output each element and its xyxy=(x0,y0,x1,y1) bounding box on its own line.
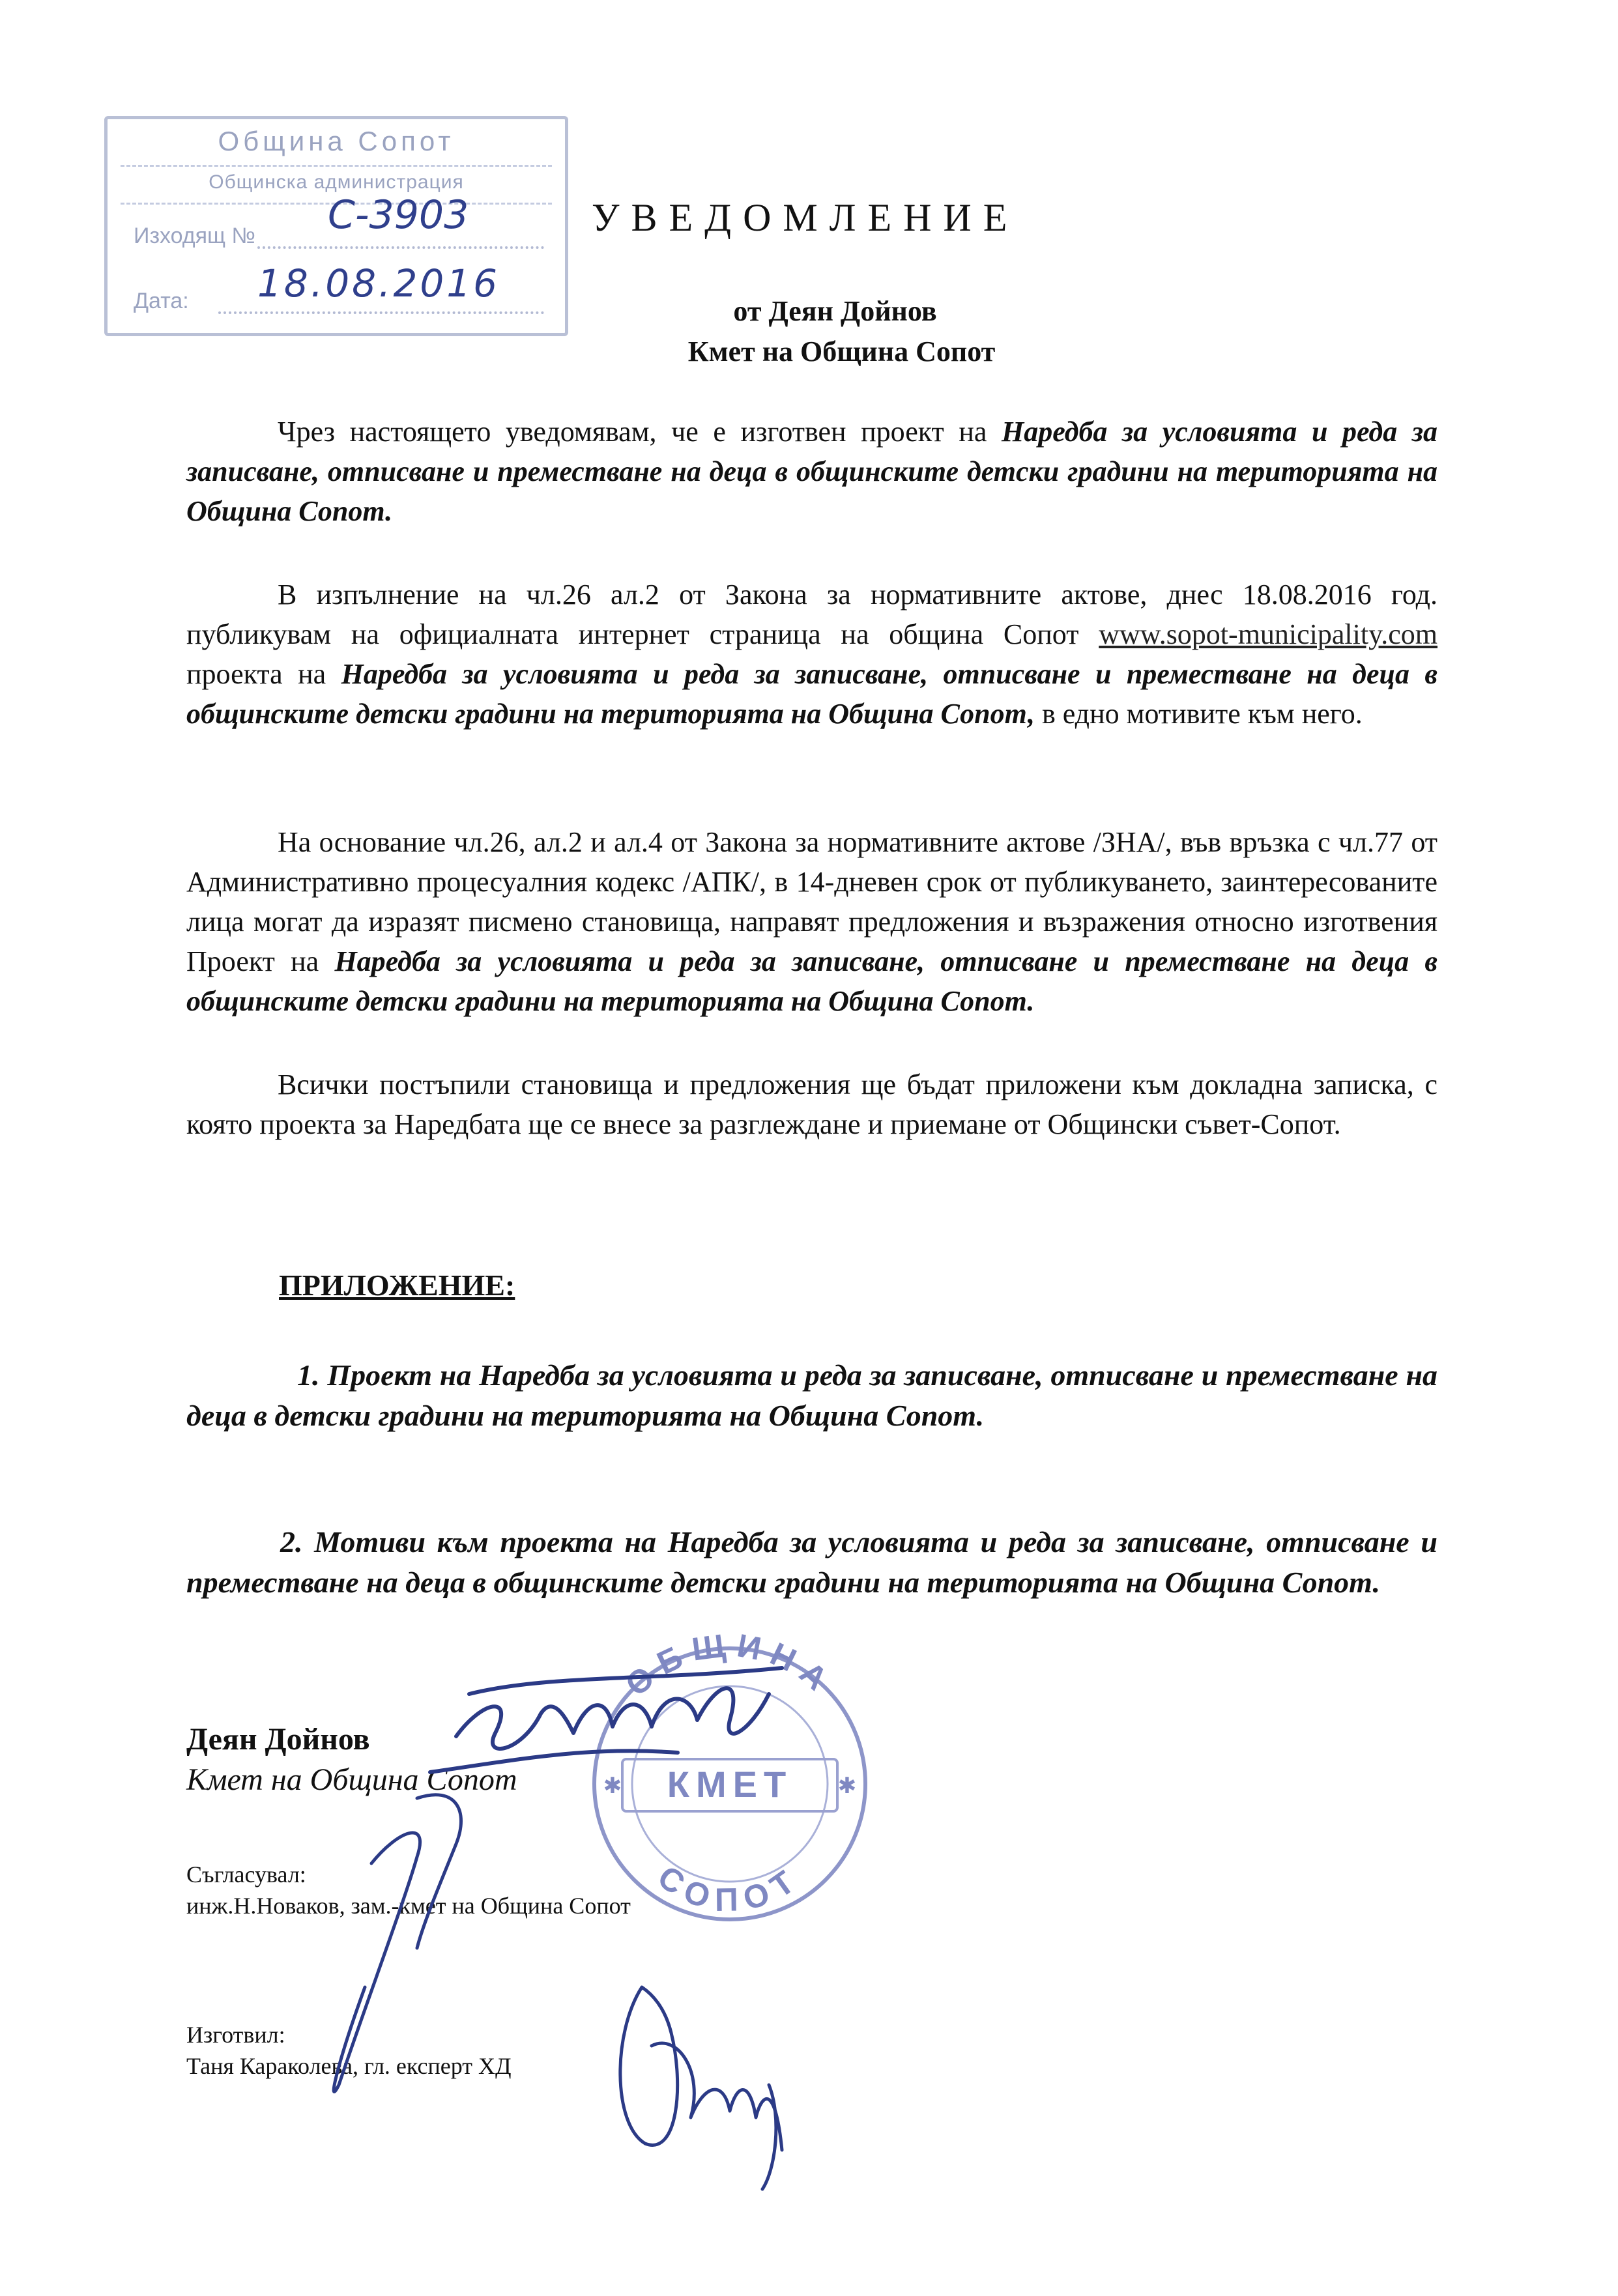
stamp-outgoing-label: Изходящ № xyxy=(134,223,255,248)
paragraph-2-ordinance: Наредба за условията и реда за записване, отписване и преместване на деца в общинските детски градини на територията на Община Сопот, xyxy=(186,658,1438,730)
agreed-label: Съгласувал: xyxy=(186,1861,306,1887)
attachment-1-text: за условията и реда за записване, отписване и преместване на деца в детски градини на територията на Община Сопот. xyxy=(186,1358,1437,1432)
document-title: УВЕДОМЛЕНИЕ xyxy=(592,196,1019,239)
mayor-signature xyxy=(430,1668,782,1772)
sender-name: от Деян Дойнов xyxy=(733,295,937,327)
preparer-signature xyxy=(620,1987,782,2189)
svg-text:✱: ✱ xyxy=(837,1773,857,1798)
attachment-item-2 xyxy=(186,1522,1437,1603)
sender-role: Кмет на Община Сопот xyxy=(687,336,996,367)
paragraph-3-text: На основание чл.26, ал.2 и ал.4 от Закона за нормативните актове /ЗНА/, във връзка с чл.77 от Административно процесуалния кодекс /АПК/, в 14-дневен срок от публикуването, заинтересованите лица могат да изразят писмено становища, направят предложения и възражения относно изготвения Проект на xyxy=(186,826,1437,977)
seal-top-text: ОБЩИНА xyxy=(618,1626,842,1704)
website-link[interactable]: www.sopot-municipality.com xyxy=(1099,618,1437,650)
signatory-name: Деян Дойнов xyxy=(186,1722,370,1757)
stamp-outgoing-number: С-3903 xyxy=(328,192,469,238)
paragraph-3-ordinance: Наредба за условията и реда за записване, отписване и преместване на деца в общинските детски градини на територията на Община Сопот. xyxy=(186,945,1438,1017)
official-seal xyxy=(594,1626,865,1919)
paragraph-3 xyxy=(186,822,1437,1021)
stamp-administration: Общинска администрация xyxy=(209,171,464,193)
stamp-municipality: Община Сопот xyxy=(218,126,455,156)
paragraph-1-text: Чрез настоящето уведомявам, че е изготвен проект на xyxy=(278,416,1002,448)
paragraph-4-text: Всички постъпили становища и предложения ще бъдат приложени към докладна записка, с която проекта за Наредбата ще се внесе за разглеждане и приемане от Общински съвет-Сопот. xyxy=(186,1069,1437,1140)
attachment-1-text: 1. Проект на xyxy=(297,1358,480,1392)
stamp-divider xyxy=(121,165,552,167)
deputy-signature xyxy=(334,1795,461,2092)
paragraph-2-text: в едно мотивите към него. xyxy=(1034,698,1363,730)
prepared-by: Таня Караколева, гл. експерт ХД xyxy=(186,2053,512,2079)
attachments-heading: ПРИЛОЖЕНИЕ: xyxy=(279,1269,515,1302)
agreed-by: инж.Н.Новаков, зам.-кмет на Община Сопот xyxy=(186,1893,631,1919)
svg-text:✱: ✱ xyxy=(603,1773,622,1798)
paragraph-1 xyxy=(186,412,1437,531)
seal-center-text: КМЕТ xyxy=(667,1764,793,1805)
paragraph-1-ordinance: Наредба за условията и реда за записване, отписване и преместване на деца в общинските детски градини на територията на Община Сопот. xyxy=(186,416,1437,527)
signatory-role: Кмет на Община Сопот xyxy=(186,1762,517,1797)
attachment-1-ordinance: Наредба xyxy=(479,1358,590,1392)
paragraph-2-text: проекта на xyxy=(186,658,341,690)
attachment-item-1 xyxy=(186,1355,1437,1436)
attachment-2-text: 2. Мотиви към проекта на Наредба за условията и реда за записване, отписване и преместване на деца в общинските детски градини на територията на Община Сопот. xyxy=(186,1525,1437,1599)
paragraph-2 xyxy=(186,575,1437,734)
stamp-date-value: 18.08.2016 xyxy=(257,261,500,306)
seal-bottom-text: СОПОТ xyxy=(651,1858,809,1918)
paragraph-4 xyxy=(186,1065,1437,1144)
stamp-dotted-line xyxy=(257,246,544,249)
prepared-label: Изготвил: xyxy=(186,2022,285,2048)
paragraph-2-text: В изпълнение на чл.26 ал.2 от Закона за нормативните актове, днес 18.08.2016 год. публикувам на официалната интернет страница на община Сопот xyxy=(186,579,1437,650)
stamp-date-label: Дата: xyxy=(134,289,189,313)
